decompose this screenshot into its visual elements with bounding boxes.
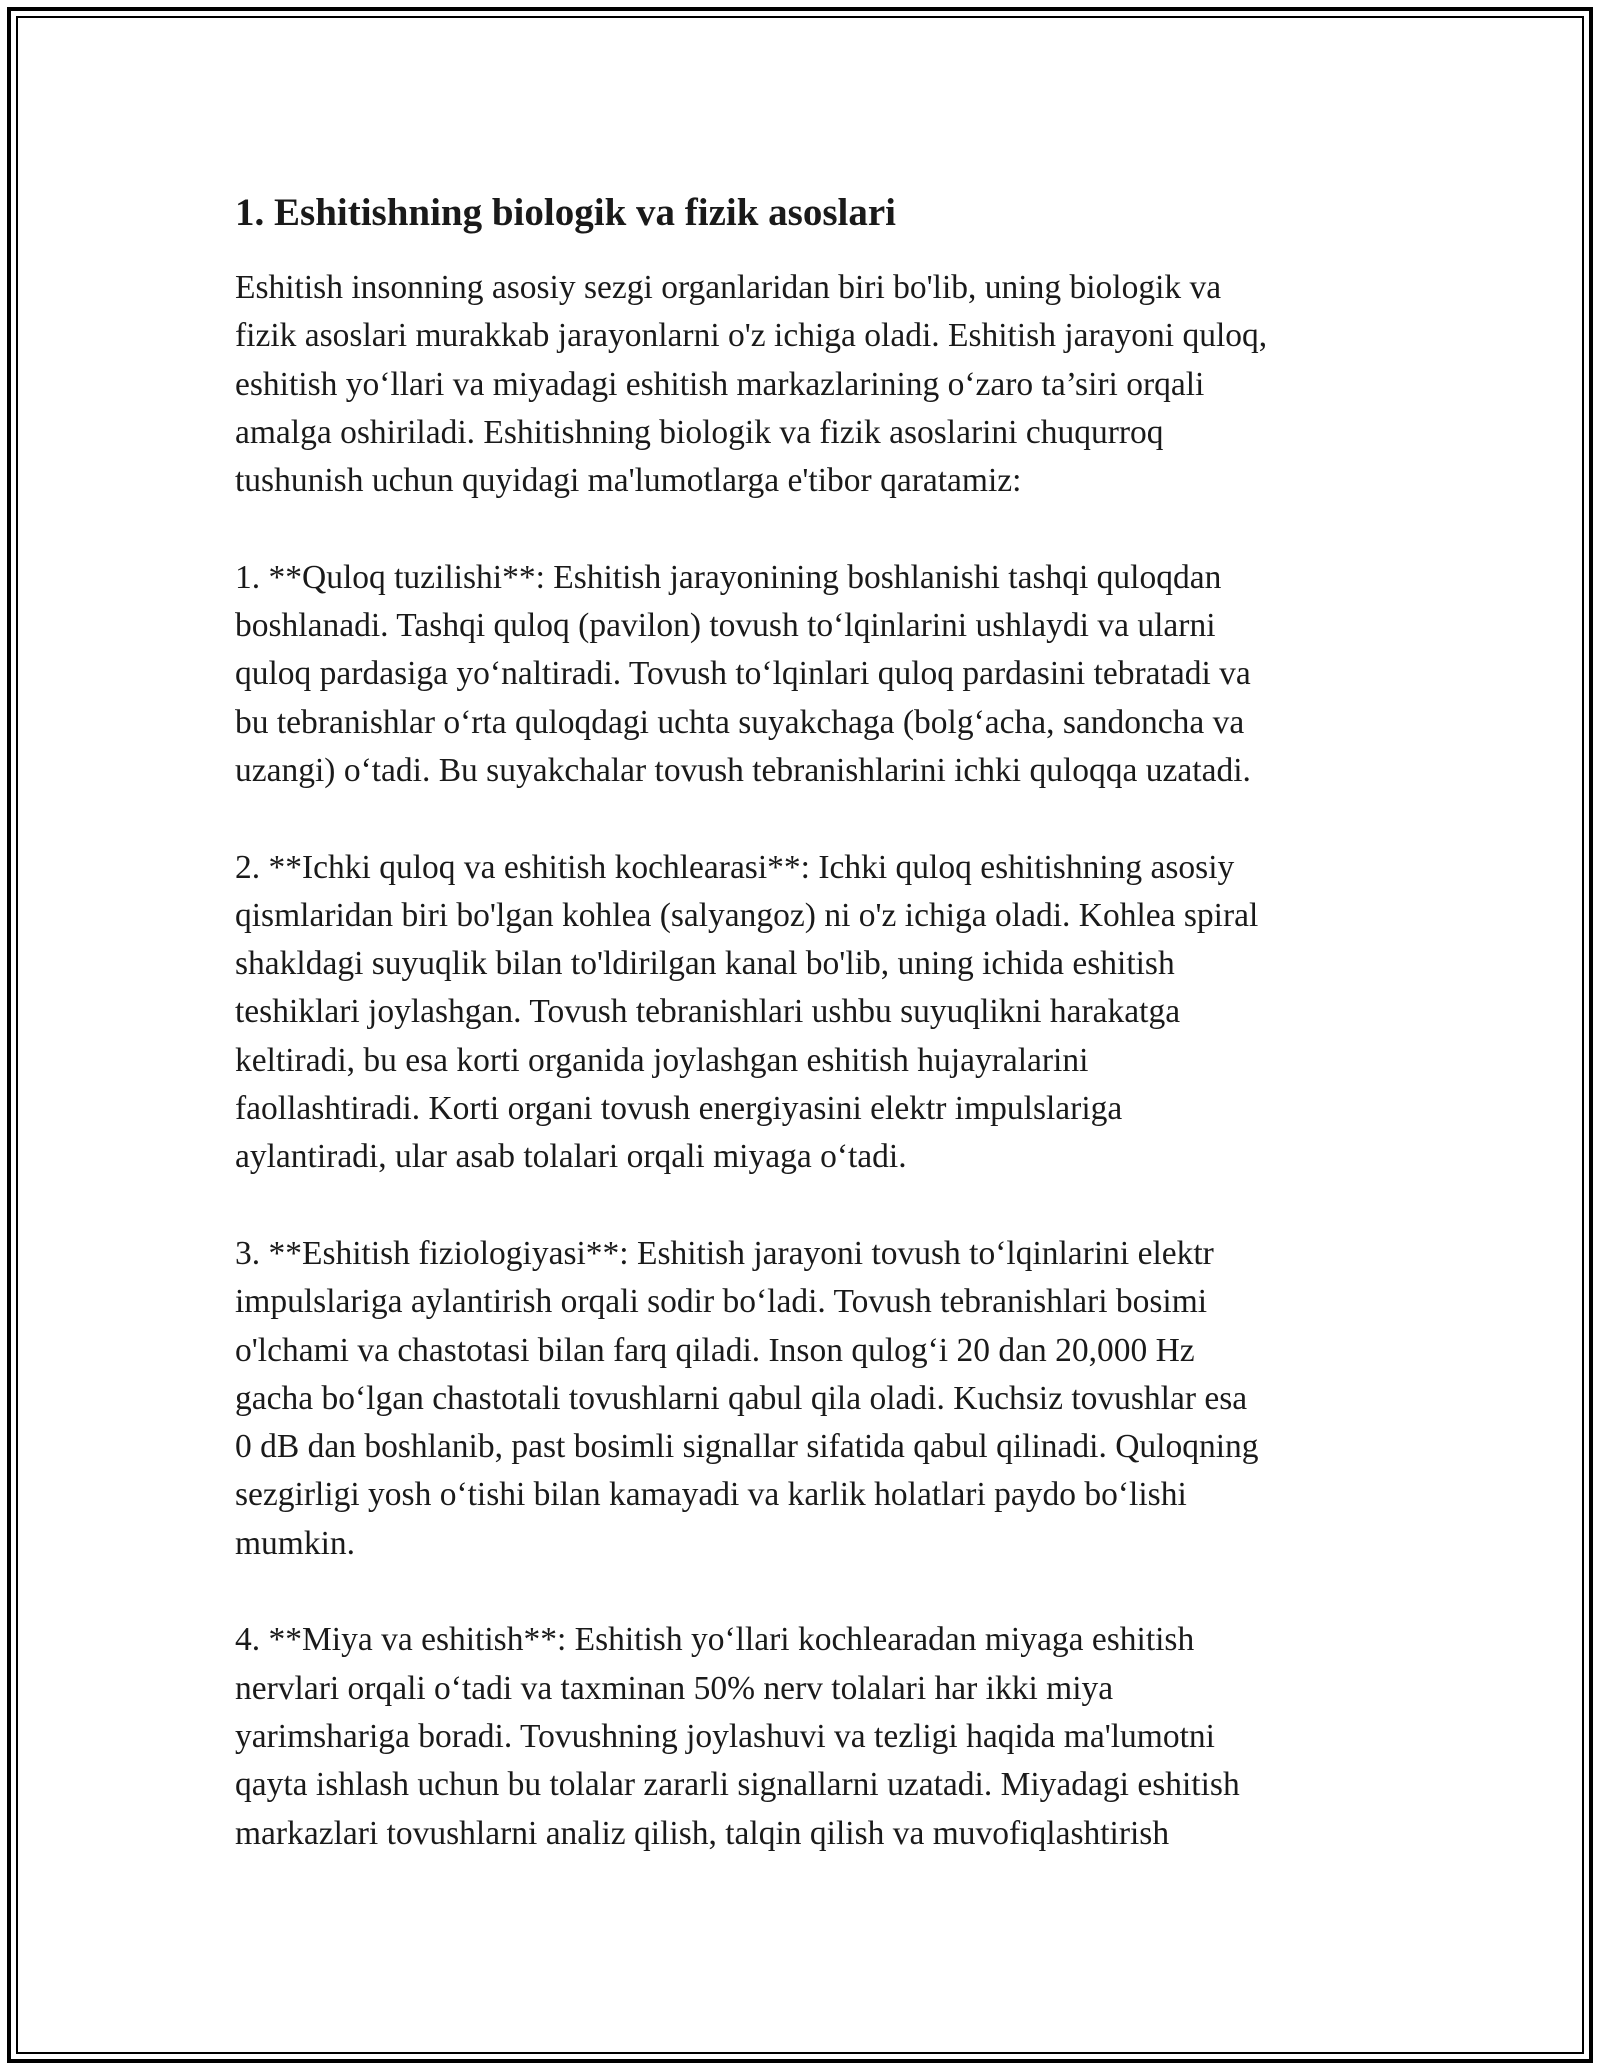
text-line: teshiklari joylashgan. Tovush tebranishlari ushbu suyuqlikni harakatga	[235, 993, 1181, 1031]
text-line: bu tebranishlar o‘rta quloqdagi uchta suyakchaga (bolg‘acha, sandoncha va	[235, 703, 1245, 741]
text-line: qayta ishlash uchun bu tolalar zararli signallarni uzatadi. Miyadagi eshitish	[235, 1766, 1240, 1804]
text-line: nervlari orqali o‘tadi va taxminan 50% nerv tolalari har ikki miya	[235, 1669, 1114, 1707]
text-line: 4. **Miya va eshitish**: Eshitish yo‘llari kochlearadan miyaga eshitish	[235, 1621, 1195, 1659]
text-line: 2. **Ichki quloq va eshitish kochlearasi**: Ichki quloq eshitishning asosiy	[235, 848, 1235, 886]
text-line: Eshitish insonning asosiy sezgi organlaridan biri bo'lib, uning biologik va	[235, 269, 1222, 306]
intro-paragraph	[235, 264, 1375, 505]
text-line: boshlanadi. Tashqi quloq (pavilon) tovush to‘lqinlarini ushlaydi va ularni	[235, 607, 1216, 645]
list-item-inner-ear	[235, 844, 1375, 1182]
text-line: 1. **Quloq tuzilishi**: Eshitish jarayonining boshlanishi tashqi quloqdan	[235, 558, 1222, 596]
text-line: 0 dB dan boshlanib, past bosimli signallar sifatida qabul qilinadi. Quloqning	[235, 1428, 1259, 1466]
text-line: faollashtiradi. Korti organi tovush energiyasini elektr impulslariga	[235, 1090, 1123, 1128]
text-line: tushunish uchun quyidagi ma'lumotlarga e'tibor qaratamiz:	[235, 462, 1022, 500]
text-line: qismlaridan biri bo'lgan kohlea (salyangoz) ni o'z ichiga oladi. Kohlea spiral	[235, 896, 1259, 934]
text-line: fizik asoslari murakkab jarayonlarni o'z ichiga oladi. Eshitish jarayoni quloq,	[235, 317, 1268, 355]
text-line: eshitish yo‘llari va miyadagi eshitish markazlarining o‘zaro ta’siri orqali	[235, 365, 1205, 403]
text-line: impulslariga aylantirish orqali sodir bo‘ladi. Tovush tebranishlari bosimi	[235, 1283, 1208, 1321]
text-line: markazlari tovushlarni analiz qilish, talqin qilish va muvofiqlashtirish	[235, 1814, 1170, 1852]
text-line: 3. **Eshitish fiziologiyasi**: Eshitish jarayoni tovush to‘lqinlarini elektr	[235, 1234, 1214, 1272]
list-item-brain-hearing	[235, 1616, 1375, 1857]
text-line: keltiradi, bu esa korti organida joylashgan eshitish hujayralarini	[235, 1041, 1089, 1079]
text-line: quloq pardasiga yo‘naltiradi. Tovush to‘lqinlari quloq pardasini tebratadi va	[235, 655, 1251, 693]
text-line: sezgirligi yosh o‘tishi bilan kamayadi va karlik holatlari paydo bo‘lishi	[235, 1476, 1187, 1514]
text-line: aylantiradi, ular asab tolalari orqali miyaga o‘tadi.	[235, 1138, 907, 1176]
document-body	[235, 185, 1375, 1906]
section-heading: 1. Eshitishning biologik va fizik asoslari	[235, 191, 897, 234]
text-line: uzangi) o‘tadi. Bu suyakchalar tovush tebranishlarini ichki quloqqa uzatadi.	[235, 751, 1251, 789]
text-line: o'lchami va chastotasi bilan farq qiladi. Inson qulog‘i 20 dan 20,000 Hz	[235, 1331, 1195, 1369]
text-line: yarimshariga boradi. Tovushning joylashuvi va tezligi haqida ma'lumotni	[235, 1717, 1215, 1755]
list-item-hearing-physiology	[235, 1230, 1375, 1568]
text-line: gacha bo‘lgan chastotali tovushlarni qabul qila oladi. Kuchsiz tovushlar esa	[235, 1379, 1248, 1417]
text-line: amalga oshiriladi. Eshitishning biologik va fizik asoslarini chuqurroq	[235, 413, 1164, 451]
text-line: mumkin.	[235, 1524, 356, 1562]
list-item-ear-structure	[235, 554, 1375, 795]
text-line: shakldagi suyuqlik bilan to'ldirilgan kanal bo'lib, uning ichida eshitish	[235, 945, 1175, 983]
